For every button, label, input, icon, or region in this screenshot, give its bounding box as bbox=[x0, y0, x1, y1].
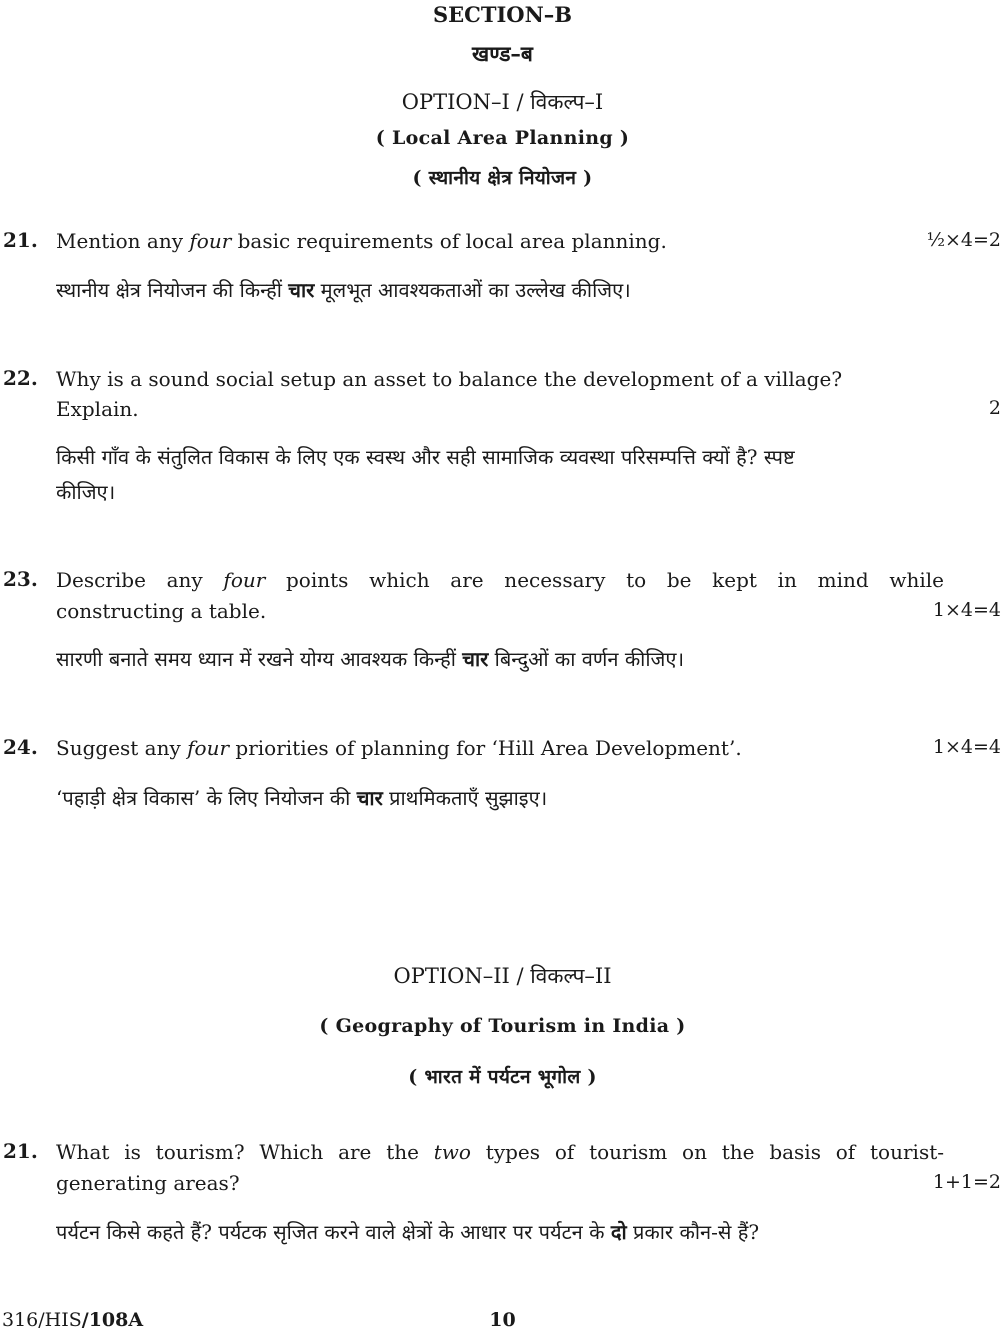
option1-subtitle: ( Local Area Planning ) bbox=[375, 127, 630, 149]
question-number: 21. bbox=[3, 228, 38, 252]
marks: 2 bbox=[988, 397, 1001, 419]
marks: 1+1=2 bbox=[932, 1171, 1001, 1193]
question-text-line2: Explain. bbox=[56, 397, 139, 421]
section-title-hindi: खण्ड–ब bbox=[472, 41, 533, 66]
question-number: 22. bbox=[3, 366, 38, 390]
section-title: SECTION–B bbox=[432, 2, 573, 27]
question-text-hindi: सारणी बनाते समय ध्यान में रखने योग्य आवश्यक किन्हीं चार बिन्दुओं का वर्णन कीजिए। bbox=[56, 647, 685, 671]
question-text: Mention any four basic requirements of local area planning. bbox=[56, 229, 667, 253]
question-text-hindi-line2: कीजिए। bbox=[56, 480, 116, 504]
option1-subtitle-hindi: ( स्थानीय क्षेत्र नियोजन ) bbox=[412, 167, 593, 189]
question-text-hindi: स्थानीय क्षेत्र नियोजन की किन्हीं चार मूलभूत आवश्यकताओं का उल्लेख कीजिए। bbox=[56, 278, 631, 302]
marks: 1×4=4 bbox=[932, 599, 1001, 621]
marks: ½×4=2 bbox=[926, 229, 1001, 251]
page-number: 10 bbox=[489, 1309, 516, 1331]
question-text: Describe any four points which are necessary to be kept in mind while bbox=[56, 568, 944, 592]
question-text: What is tourism? Which are the two types of tourism on the basis of tourist- bbox=[56, 1140, 944, 1164]
question-text-hindi: पर्यटन किसे कहते हैं? पर्यटक सृजित करने वाले क्षेत्रों के आधार पर पर्यटन के दो प्रकार कौन-से हैं? bbox=[56, 1220, 760, 1244]
question-text-line2: constructing a table. bbox=[56, 599, 267, 623]
question-text-line2: generating areas? bbox=[56, 1171, 240, 1195]
question-number: 21. bbox=[3, 1139, 38, 1163]
question-text: Why is a sound social setup an asset to balance the development of a village? bbox=[56, 367, 843, 391]
marks: 1×4=4 bbox=[932, 736, 1001, 758]
option1-title: OPTION–I / विकल्प–I bbox=[401, 90, 604, 114]
question-text-hindi: ‘पहाड़ी क्षेत्र विकास’ के लिए नियोजन की चार प्राथमिकताएँ सुझाइए। bbox=[56, 786, 548, 810]
question-number: 24. bbox=[3, 735, 38, 759]
question-number: 23. bbox=[3, 567, 38, 591]
option2-subtitle-hindi: ( भारत में पर्यटन भूगोल ) bbox=[408, 1066, 597, 1088]
option2-title: OPTION–II / विकल्प–II bbox=[393, 964, 612, 988]
question-text-hindi: किसी गाँव के संतुलित विकास के लिए एक स्वस्थ और सही सामाजिक व्यवस्था परिसम्पत्ति क्यों है? स्पष्ट bbox=[56, 445, 795, 469]
question-text: Suggest any four priorities of planning for ‘Hill Area Development’. bbox=[56, 736, 742, 760]
paper-code: 316/HIS/108A bbox=[2, 1309, 144, 1331]
option2-subtitle: ( Geography of Tourism in India ) bbox=[319, 1015, 686, 1037]
